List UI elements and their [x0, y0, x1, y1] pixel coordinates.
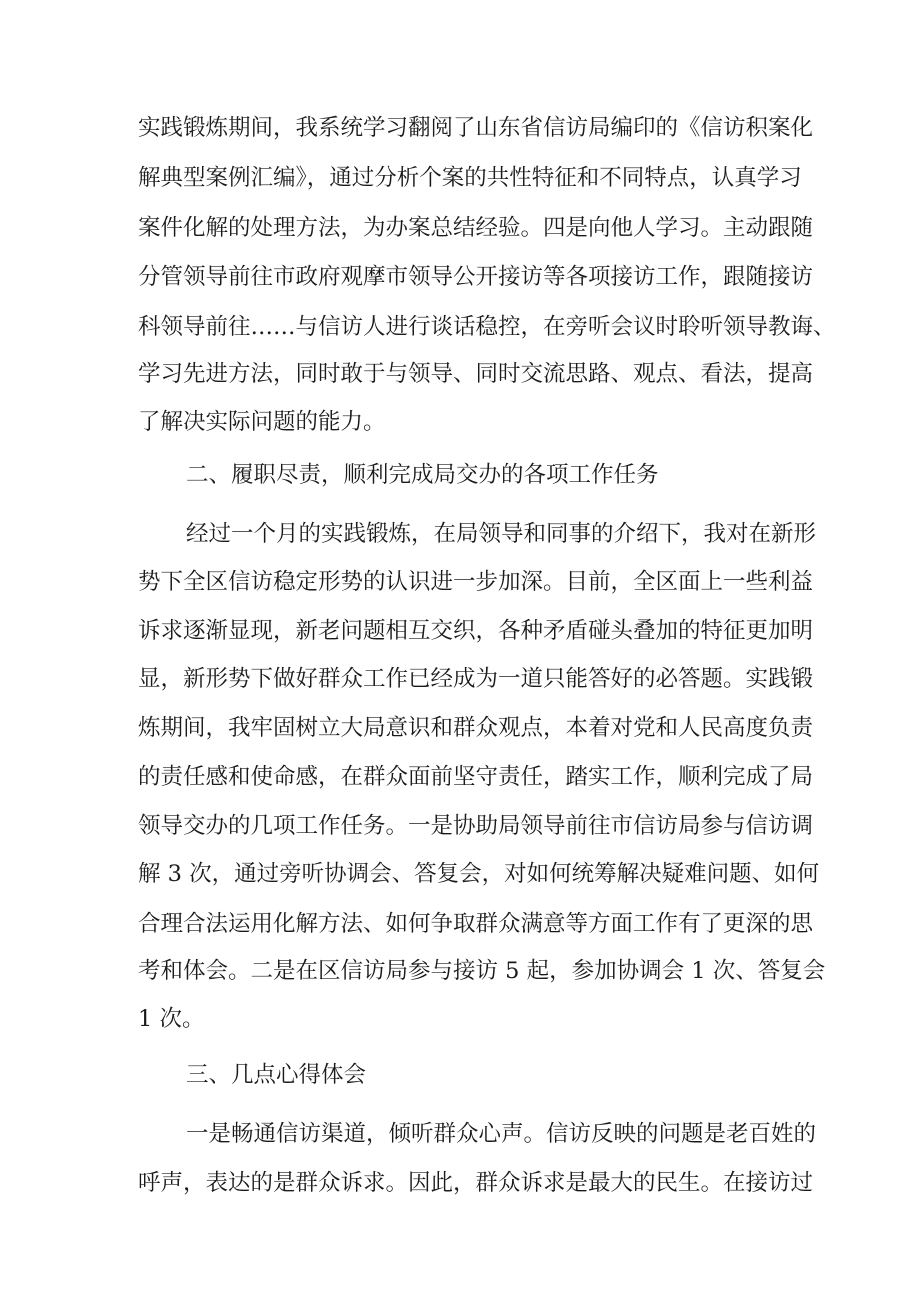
paragraph-line: 解典型案例汇编》，通过分析个案的共性特征和不同特点，认真学习 — [138, 165, 802, 191]
paragraph-line: 案件化解的处理方法，为办案总结经验。四是向他人学习。主动跟随 — [138, 215, 814, 241]
paragraph-line: 炼期间，我牢固树立大局意识和群众观点，本着对党和人民高度负责 — [138, 715, 814, 741]
paragraph-line: 经过一个月的实践锻炼，在局领导和同事的介绍下，我对在新形 — [186, 521, 817, 547]
paragraph-line: 分管领导前往市政府观摩市领导公开接访等各项接访工作，跟随接访 — [138, 264, 814, 290]
paragraph-line: 解 3 次，通过旁听协调会、答复会，对如何统筹解决疑难问题、如何 — [138, 861, 820, 887]
paragraph-line: 了解决实际问题的能力。 — [138, 409, 386, 435]
paragraph-line: 呼声，表达的是群众诉求。因此，群众诉求是最大的民生。在接访过 — [138, 1170, 814, 1196]
paragraph-line: 1 次。 — [138, 1006, 205, 1032]
paragraph-line: 考和体会。二是在区信访局参与接访 5 起，参加协调会 1 次、答复会 — [138, 958, 826, 984]
section-heading: 二、履职尽责，顺利完成局交办的各项工作任务 — [186, 462, 659, 488]
paragraph-line: 领导交办的几项工作任务。一是协助局领导前往市信访局参与信访调 — [138, 813, 814, 839]
section-heading: 三、几点心得体会 — [186, 1062, 367, 1088]
paragraph-line: 的责任感和使命感，在群众面前坚守责任，踏实工作，顺利完成了局 — [138, 764, 814, 790]
paragraph-line: 势下全区信访稳定形势的认识进一步加深。目前，全区面上一些利益 — [138, 569, 814, 595]
paragraph-line: 科领导前往……与信访人进行谈话稳控，在旁听会议时聆听领导教诲、 — [138, 314, 836, 340]
paragraph-line: 一是畅通信访渠道，倾听群众心声。信访反映的问题是老百姓的 — [186, 1121, 817, 1147]
paragraph-line: 合理合法运用化解方法、如何争取群众满意等方面工作有了更深的思 — [138, 911, 814, 937]
paragraph-line: 诉求逐渐显现，新老问题相互交织，各种矛盾碰头叠加的特征更加明 — [138, 618, 814, 644]
paragraph-line: 实践锻炼期间，我系统学习翻阅了山东省信访局编印的《信访积案化 — [138, 115, 814, 141]
paragraph-line: 学习先进方法，同时敢于与领导、同时交流思路、观点、看法，提高 — [138, 361, 814, 387]
paragraph-line: 显，新形势下做好群众工作已经成为一道只能答好的必答题。实践锻 — [138, 666, 814, 692]
